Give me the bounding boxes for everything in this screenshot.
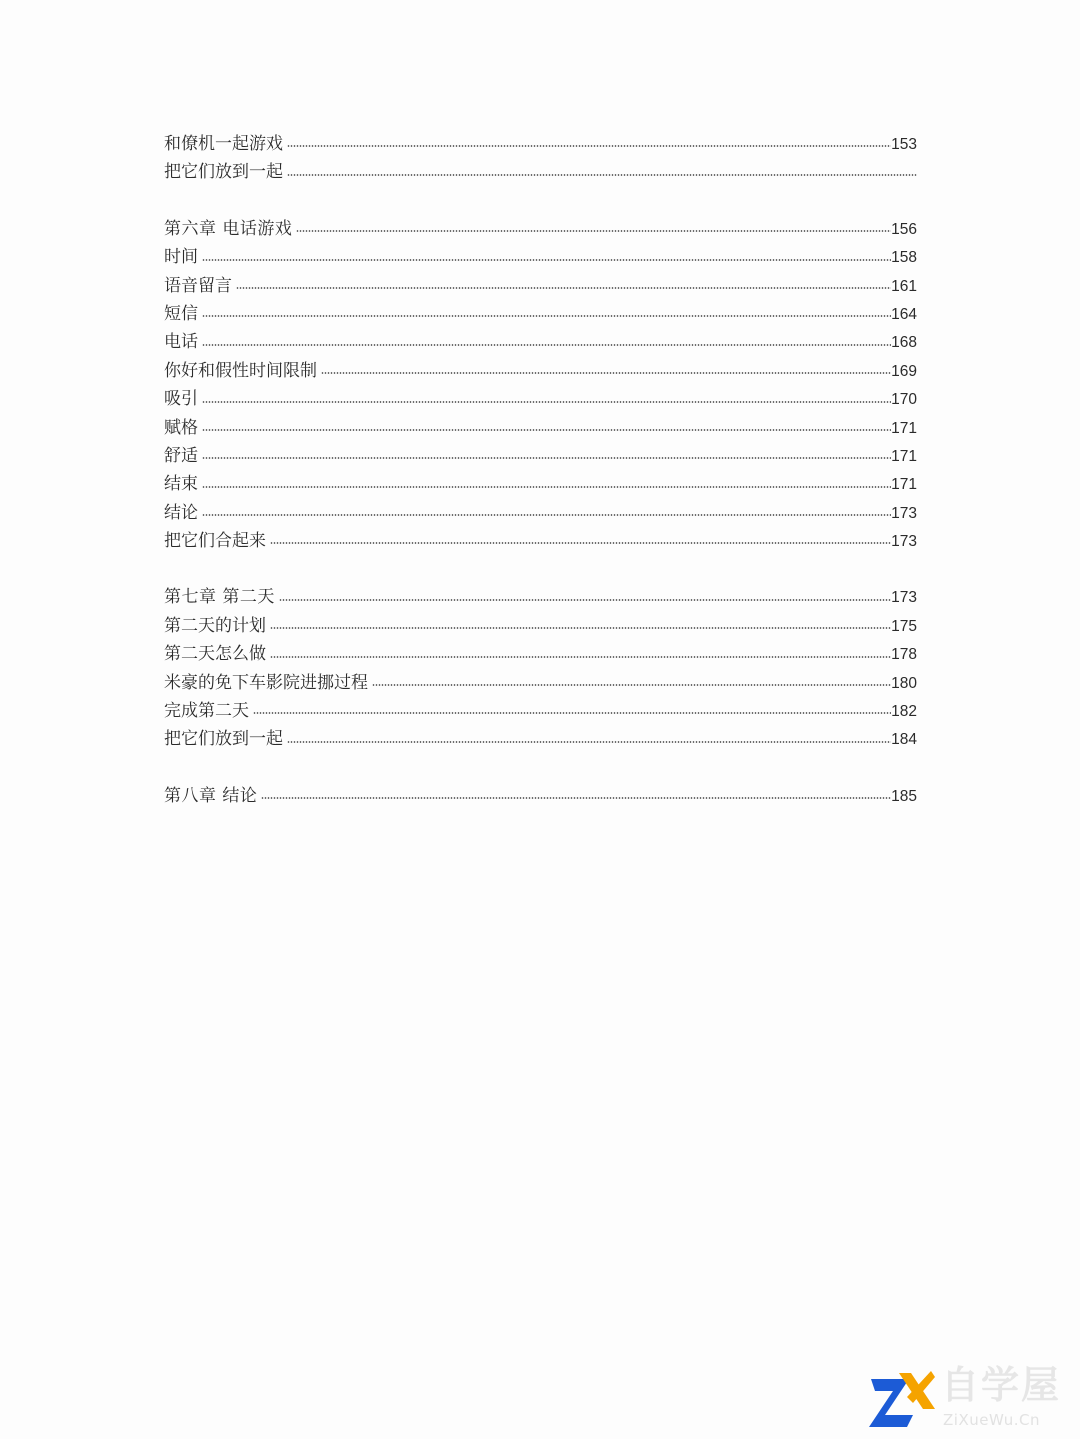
toc-page-number: 153 — [891, 136, 917, 153]
toc-page-number: 173 — [891, 533, 917, 551]
toc-entry-title: 你好和假性时间限制 — [164, 360, 317, 381]
toc-group-chapter-7 — [164, 583, 917, 753]
toc-page-number: 170 — [891, 391, 917, 409]
toc-entry-title: 把它们合起来 — [164, 531, 266, 552]
toc-entry[interactable] — [164, 470, 917, 498]
toc-entry-title: 赋格 — [164, 417, 198, 438]
toc-entry[interactable] — [164, 300, 917, 328]
toc-entry[interactable] — [164, 499, 917, 527]
dot-leader — [287, 741, 891, 743]
toc-page-number: 168 — [891, 334, 917, 352]
dot-leader — [202, 344, 891, 346]
dot-leader — [270, 627, 891, 629]
toc-entry[interactable] — [164, 158, 917, 186]
dot-leader — [202, 401, 891, 403]
toc-page-number: 171 — [891, 447, 917, 465]
dot-leader — [287, 145, 891, 147]
dot-leader — [279, 599, 891, 601]
toc-entry[interactable] — [164, 130, 917, 158]
toc-entry-title: 第七章 第二天 — [164, 587, 275, 608]
toc-entry[interactable] — [164, 272, 917, 300]
toc-entry-title: 米豪的免下车影院进挪过程 — [164, 672, 368, 693]
toc-entry[interactable] — [164, 243, 917, 271]
toc-entry-title: 结论 — [164, 502, 198, 523]
dot-leader — [253, 712, 891, 714]
dot-leader — [270, 542, 891, 544]
dot-leader — [296, 230, 891, 232]
toc-chapter-heading[interactable] — [164, 782, 917, 810]
dot-leader — [202, 514, 891, 516]
toc-page-number: 169 — [891, 362, 917, 380]
toc-page-number: 175 — [891, 617, 917, 635]
toc-entry-title: 第八章 结论 — [164, 785, 258, 806]
dot-leader — [287, 174, 917, 176]
toc-group-chapter-8 — [164, 782, 917, 810]
dot-leader — [321, 372, 891, 374]
site-watermark — [869, 1363, 1074, 1435]
toc-entry[interactable] — [164, 697, 917, 725]
toc-entry-title: 时间 — [164, 247, 198, 268]
toc-page-number: 180 — [891, 674, 917, 692]
dot-leader — [202, 429, 891, 431]
toc-entry-title: 完成第二天 — [164, 701, 249, 722]
toc-page-number: 171 — [891, 476, 917, 494]
toc-page-number: 173 — [891, 589, 917, 607]
toc-entry[interactable] — [164, 328, 917, 356]
toc-group — [164, 130, 917, 187]
watermark-brand-cn: 自学屋 — [941, 1363, 1062, 1407]
toc-entry[interactable] — [164, 612, 917, 640]
dot-leader — [202, 486, 891, 488]
toc-page-number: 173 — [891, 504, 917, 522]
toc-page-number: 164 — [891, 305, 917, 323]
table-of-contents — [164, 130, 917, 838]
toc-entry[interactable] — [164, 414, 917, 442]
toc-page-number: 184 — [891, 731, 917, 749]
watermark-brand-en: ZiXueWu.Cn — [943, 1411, 1041, 1429]
toc-entry-title: 吸引 — [164, 389, 198, 410]
toc-page-number: 156 — [891, 220, 917, 238]
toc-chapter-heading[interactable] — [164, 583, 917, 611]
toc-entry-title: 和僚机一起游戏 — [164, 134, 283, 154]
dot-leader — [202, 259, 891, 261]
toc-page-number: 158 — [891, 249, 917, 267]
toc-entry-title: 第六章 电话游戏 — [164, 218, 293, 239]
toc-entry-title: 结束 — [164, 474, 198, 495]
toc-entry-title: 第二天怎么做 — [164, 644, 266, 665]
dot-leader — [372, 684, 891, 686]
toc-entry-title: 语音留言 — [164, 275, 232, 296]
toc-group-chapter-6 — [164, 215, 917, 556]
dot-leader — [270, 656, 891, 658]
toc-entry[interactable] — [164, 357, 917, 385]
toc-page-number: 161 — [891, 277, 917, 295]
toc-entry-title: 把它们放到一起 — [164, 162, 283, 183]
toc-entry-title: 把它们放到一起 — [164, 729, 283, 750]
toc-chapter-heading[interactable] — [164, 215, 917, 243]
toc-entry[interactable] — [164, 442, 917, 470]
toc-entry[interactable] — [164, 640, 917, 668]
toc-entry-title: 第二天的计划 — [164, 615, 266, 636]
toc-entry[interactable] — [164, 725, 917, 753]
dot-leader — [202, 457, 891, 459]
dot-leader — [261, 797, 891, 799]
toc-entry-title: 舒适 — [164, 445, 198, 466]
dot-leader — [236, 287, 891, 289]
toc-entry-title: 电话 — [164, 332, 198, 353]
toc-entry[interactable] — [164, 527, 917, 555]
toc-entry[interactable] — [164, 669, 917, 697]
toc-entry-title: 短信 — [164, 303, 198, 324]
toc-page-number: 178 — [891, 646, 917, 664]
toc-page-number: 182 — [891, 703, 917, 721]
dot-leader — [202, 315, 891, 317]
toc-page-number: 171 — [891, 419, 917, 437]
toc-page-number: 185 — [891, 787, 917, 805]
zx-logo-icon — [869, 1369, 935, 1431]
toc-entry[interactable] — [164, 385, 917, 413]
